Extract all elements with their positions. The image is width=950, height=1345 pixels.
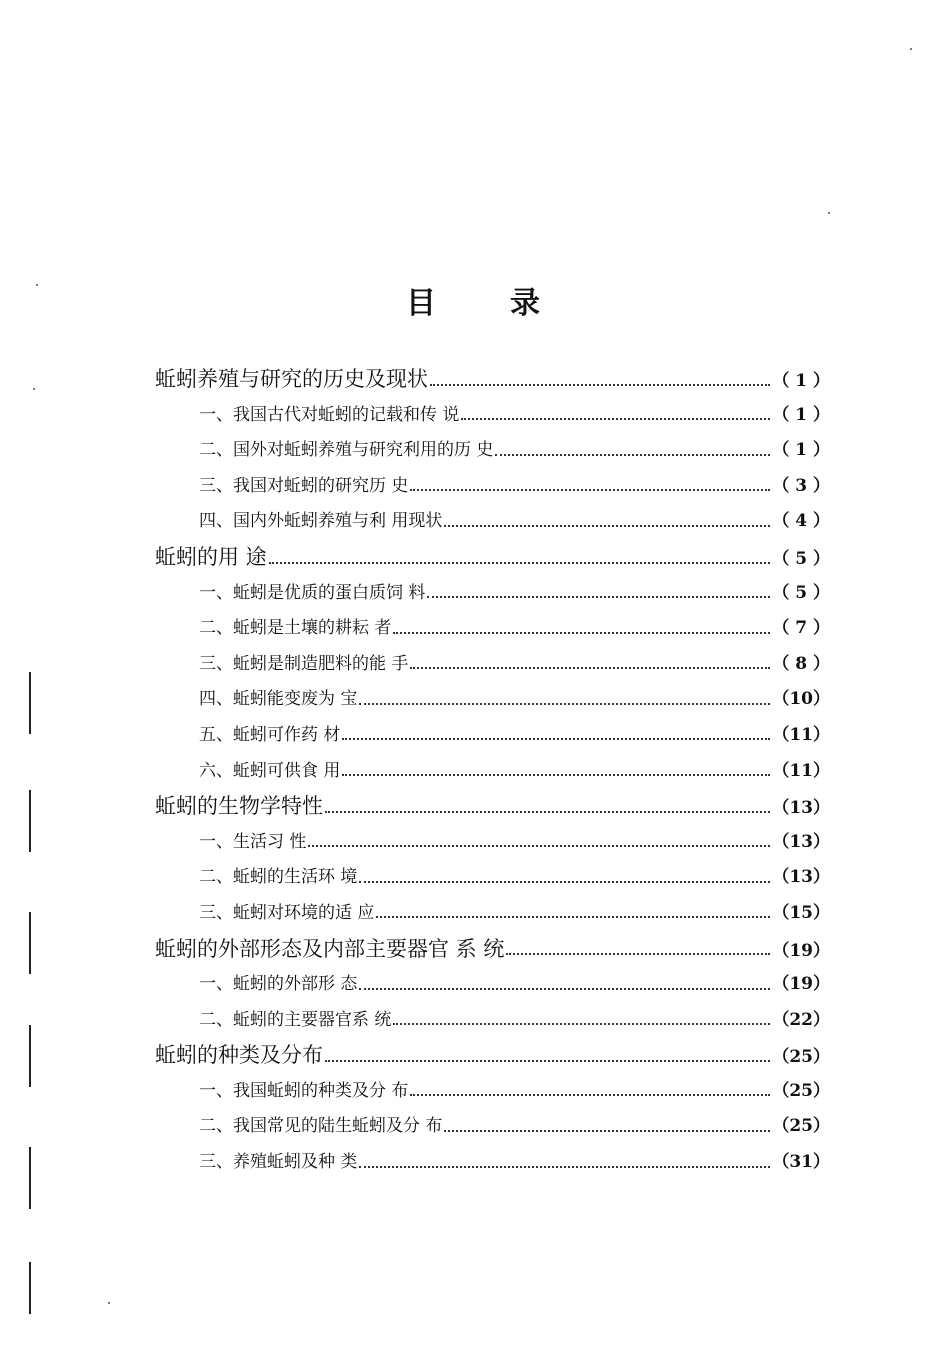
toc-section-entry	[155, 504, 830, 540]
toc-page-number: （ 3 ）	[772, 475, 830, 496]
toc-entry-label: 六、蚯蚓可供食 用	[199, 760, 341, 781]
table-of-contents	[155, 362, 830, 1181]
dot-leader	[427, 587, 770, 598]
dot-leader	[359, 871, 770, 882]
toc-chapter-entry	[155, 789, 830, 825]
dot-leader	[393, 622, 770, 633]
toc-entry-label: 二、我国常见的陆生蚯蚓及分 布	[199, 1116, 443, 1137]
toc-section-entry	[155, 896, 830, 932]
toc-entry-label: 三、养殖蚯蚓及种 类	[199, 1152, 358, 1173]
dot-leader	[410, 1085, 770, 1096]
dot-leader	[359, 978, 770, 989]
scan-margin-line	[29, 912, 31, 974]
toc-page-number: （ 1 ）	[772, 404, 830, 425]
dot-leader	[410, 480, 770, 491]
toc-entry-label: 一、蚯蚓是优质的蛋白质饲 料	[199, 582, 426, 603]
scan-speck	[828, 212, 830, 214]
toc-entry-label: 二、蚯蚓是土壤的耕耘 者	[199, 618, 392, 639]
toc-page-number: （31）	[772, 1152, 830, 1173]
toc-entry-label: 四、蚯蚓能变废为 宝	[199, 689, 358, 710]
toc-entry-label: 蚯蚓的种类及分布	[155, 1043, 323, 1068]
toc-section-entry	[155, 647, 830, 683]
page-title	[0, 278, 950, 322]
toc-page-number: （ 4 ）	[772, 511, 830, 532]
toc-section-entry	[155, 860, 830, 896]
toc-page-number: （10）	[772, 689, 830, 710]
dot-leader	[269, 550, 771, 564]
dot-leader	[359, 693, 770, 704]
dot-leader	[430, 372, 770, 386]
toc-page-number: （ 5 ）	[772, 582, 830, 603]
toc-chapter-entry	[155, 540, 830, 576]
dot-leader	[444, 516, 770, 527]
dot-leader	[410, 658, 770, 669]
toc-section-entry	[155, 1003, 830, 1039]
dot-leader	[359, 1156, 770, 1167]
toc-page-number: （11）	[772, 724, 830, 745]
toc-page-number: （13）	[772, 831, 830, 852]
toc-chapter-entry	[155, 362, 830, 398]
toc-section-entry	[155, 682, 830, 718]
toc-entry-label: 蚯蚓的生物学特性	[155, 794, 323, 819]
scan-speck	[108, 1302, 110, 1304]
toc-page-number: （25）	[772, 1047, 830, 1068]
toc-page-number: （22）	[772, 1009, 830, 1030]
dot-leader	[461, 409, 770, 420]
toc-section-entry	[155, 1145, 830, 1181]
toc-page-number: （19）	[772, 940, 830, 961]
toc-section-entry	[155, 1109, 830, 1145]
dot-leader	[342, 765, 770, 776]
dot-leader	[444, 1121, 770, 1132]
toc-section-entry	[155, 754, 830, 790]
dot-leader	[393, 1014, 770, 1025]
toc-entry-label: 五、蚯蚓可作药 材	[199, 724, 341, 745]
toc-entry-label: 二、蚯蚓的生活环 境	[199, 867, 358, 888]
toc-section-entry	[155, 469, 830, 505]
scan-speck	[910, 48, 912, 50]
scan-margin-line	[29, 1262, 31, 1314]
toc-section-entry	[155, 398, 830, 434]
toc-entry-label: 三、我国对蚯蚓的研究历 史	[199, 475, 409, 496]
scan-margin-line	[29, 1147, 31, 1209]
dot-leader	[325, 1048, 770, 1062]
dot-leader	[495, 444, 770, 455]
dot-leader	[376, 907, 770, 918]
toc-page-number: （13）	[772, 798, 830, 819]
toc-entry-label: 一、我国蚯蚓的种类及分 布	[199, 1080, 409, 1101]
dot-leader	[308, 836, 770, 847]
toc-section-entry	[155, 576, 830, 612]
toc-page-number: （ 8 ）	[772, 653, 830, 674]
toc-entry-label: 蚯蚓养殖与研究的历史及现状	[155, 367, 428, 391]
toc-page-number: （ 1 ）	[772, 440, 830, 461]
toc-page-number: （15）	[772, 902, 830, 923]
toc-section-entry	[155, 1074, 830, 1110]
scan-margin-line	[29, 672, 31, 734]
toc-section-entry	[155, 611, 830, 647]
title-char: 录	[510, 286, 544, 321]
toc-entry-label: 蚯蚓的外部形态及内部主要器官 系 统	[155, 936, 505, 961]
toc-chapter-entry	[155, 1038, 830, 1074]
toc-page-number: （ 1 ）	[772, 371, 830, 391]
toc-section-entry	[155, 433, 830, 469]
toc-entry-label: 四、国内外蚯蚓养殖与利 用现状	[199, 511, 443, 532]
toc-entry-label: 蚯蚓的用 途	[155, 544, 267, 569]
toc-chapter-entry	[155, 932, 830, 968]
toc-page-number: （13）	[772, 867, 830, 888]
toc-page-number: （ 5 ）	[772, 548, 830, 569]
scan-margin-line	[29, 790, 31, 852]
toc-page-number: （11）	[772, 760, 830, 781]
toc-entry-label: 一、我国古代对蚯蚓的记载和传 说	[199, 404, 460, 425]
toc-entry-label: 三、蚯蚓是制造肥料的能 手	[199, 653, 409, 674]
dot-leader	[506, 942, 770, 956]
toc-page-number: （ 7 ）	[772, 618, 830, 639]
toc-page-number: （25）	[772, 1116, 830, 1137]
scan-speck	[33, 388, 35, 390]
toc-entry-label: 二、国外对蚯蚓养殖与研究利用的历 史	[199, 440, 494, 461]
toc-entry-label: 二、蚯蚓的主要器官系 统	[199, 1009, 392, 1030]
title-char: 目	[406, 286, 440, 321]
toc-section-entry	[155, 967, 830, 1003]
toc-section-entry	[155, 718, 830, 754]
toc-page-number: （19）	[772, 974, 830, 995]
scan-margin-line	[29, 1025, 31, 1087]
dot-leader	[342, 729, 770, 740]
toc-entry-label: 三、蚯蚓对环境的适 应	[199, 902, 375, 923]
toc-entry-label: 一、生活习 性	[199, 831, 307, 852]
toc-entry-label: 一、蚯蚓的外部形 态	[199, 974, 358, 995]
dot-leader	[325, 799, 770, 813]
toc-section-entry	[155, 825, 830, 861]
toc-page-number: （25）	[772, 1080, 830, 1101]
